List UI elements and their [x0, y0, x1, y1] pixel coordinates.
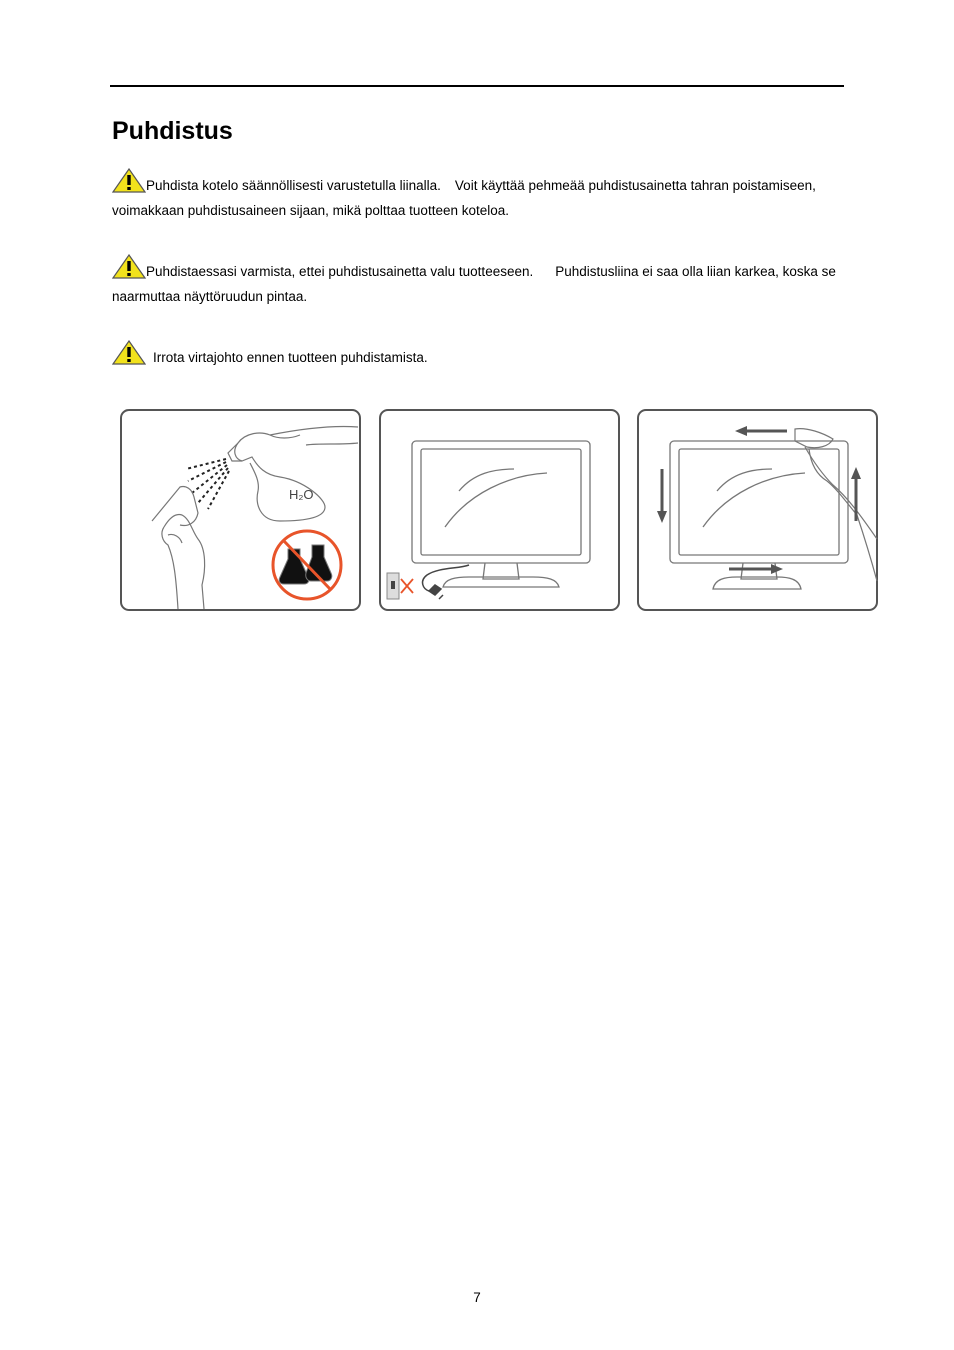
illustration-wipe-monitor — [637, 409, 878, 611]
paragraph-case-cleaning — [112, 168, 842, 223]
paragraph-unplug-warning — [112, 340, 842, 370]
warning-triangle-icon — [112, 254, 146, 280]
wall-outlet-icon — [387, 573, 399, 599]
page-title: Puhdistus — [112, 117, 233, 145]
paragraph-text: Voit käyttää pehmeää puhdistusainetta tahran poistamiseen, voimakkaan puhdistusaineen sijaan, mikä polttaa tuotteen koteloa. — [112, 178, 816, 218]
paragraph-text: Puhdista kotelo säännöllisesti varustetulla liinalla. — [146, 178, 441, 193]
warning-triangle-icon — [112, 168, 146, 194]
illustration-spray-cloth — [120, 409, 361, 611]
paragraph-text: Puhdistaessasi varmista, ettei puhdistusainetta valu tuotteeseen. — [146, 264, 534, 279]
illustration-unplug-monitor — [379, 409, 620, 611]
paragraph-liquid-warning — [112, 254, 842, 309]
warning-triangle-icon — [112, 340, 146, 366]
spray-bottle-label: H₂O — [289, 487, 314, 502]
paragraph-text: Irrota virtajohto ennen tuotteen puhdistamista. — [153, 350, 428, 365]
no-chemicals-icon — [273, 531, 341, 599]
top-rule — [110, 85, 844, 87]
page-number: 7 — [473, 1290, 481, 1305]
paragraph-text: Puhdistusliina ei saa olla liian karkea, koska se naarmuttaa näyttöruudun pintaa. — [112, 264, 836, 304]
